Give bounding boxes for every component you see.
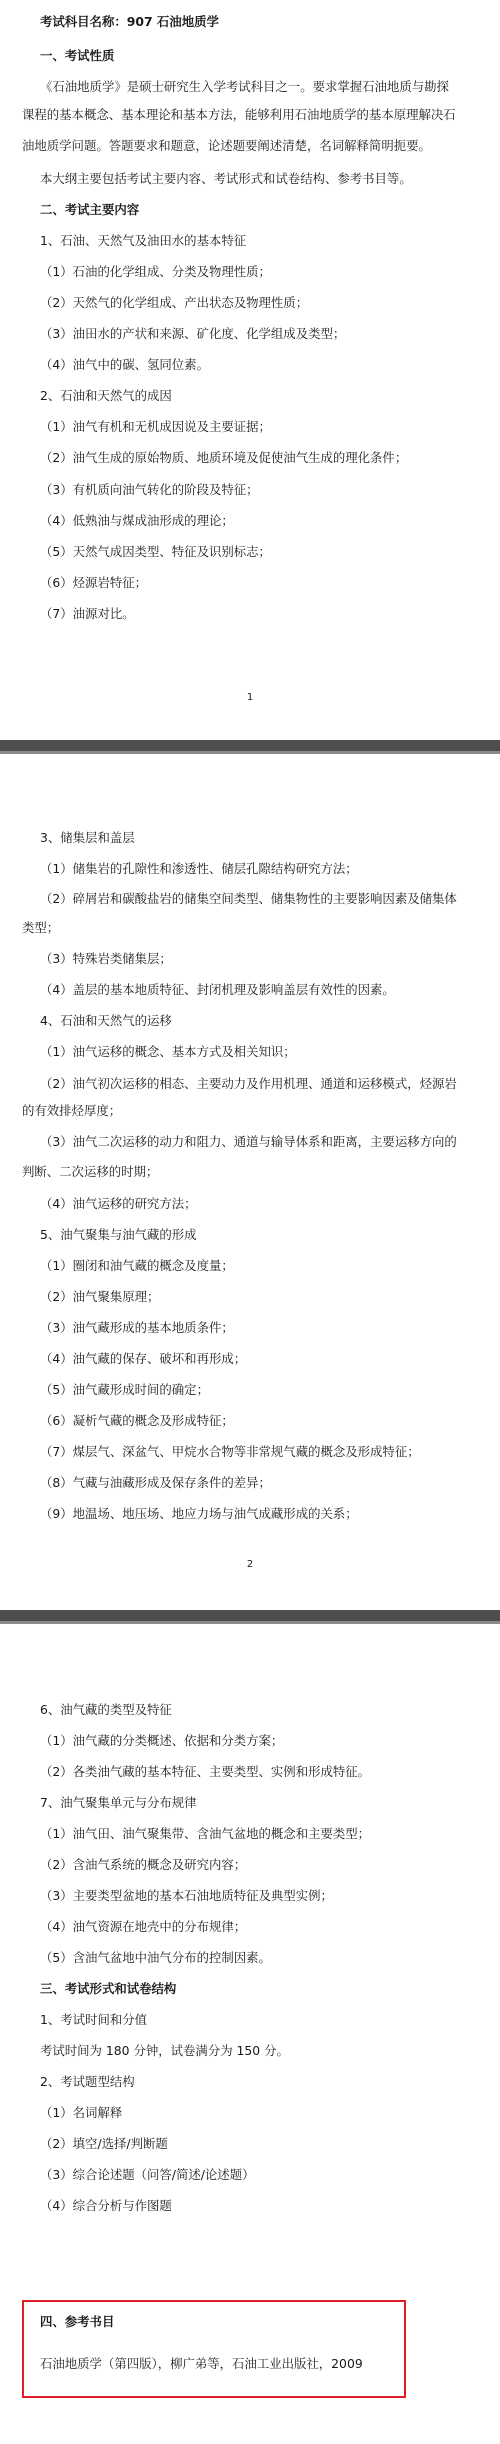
list-item: （1）油气田、油气聚集带、含油气盆地的概念和主要类型； [40, 1826, 371, 1841]
list-item: （3）油气藏形成的基本地质条件； [40, 1320, 234, 1335]
section-heading-references: 四、参考书目 [40, 2314, 115, 2329]
list-item: （2）天然气的化学组成、产出状态及物理性质； [40, 295, 309, 310]
list-item: （5）天然气成因类型、特征及识别标志； [40, 544, 271, 559]
list-item: （1）油气运移的概念、基本方式及相关知识； [40, 1044, 296, 1059]
list-item: （2）油气初次运移的相态、主要动力及作用机理、通道和运移模式，烃源岩 [40, 1076, 457, 1091]
list-item: （6）烃源岩特征； [40, 575, 148, 590]
list-item-continuation: 的有效排烃厚度； [22, 1103, 122, 1118]
subsection-heading: 2、石油和天然气的成因 [40, 388, 172, 403]
list-item: （3）有机质向油气转化的阶段及特征； [40, 482, 259, 497]
list-item: （6）凝析气藏的概念及形成特征； [40, 1413, 234, 1428]
list-item: （1）储集岩的孔隙性和渗透性、储层孔隙结构研究方法； [40, 861, 358, 876]
list-item: （7）油源对比。 [40, 606, 135, 621]
subsection-heading: 7、油气聚集单元与分布规律 [40, 1795, 197, 1810]
list-item: （5）含油气盆地中油气分布的控制因素。 [40, 1950, 271, 1965]
list-item: （2）各类油气藏的基本特征、主要类型、实例和形成特征。 [40, 1764, 371, 1779]
list-item: （5）油气藏形成时间的确定； [40, 1382, 209, 1397]
list-item: （3）油田水的产状和来源、矿化度、化学组成及类型； [40, 326, 346, 341]
highlight-box [22, 2300, 406, 2398]
subsection-heading: 2、考试题型结构 [40, 2074, 135, 2089]
subsection-heading: 6、油气藏的类型及特征 [40, 1702, 172, 1717]
list-item: （4）综合分析与作图题 [40, 2198, 172, 2213]
paragraph-line: 考试时间为 180 分钟，试卷满分为 150 分。 [40, 2043, 289, 2058]
list-item: （2）含油气系统的概念及研究内容； [40, 1857, 247, 1872]
list-item: （1）石油的化学组成、分类及物理性质； [40, 264, 271, 279]
list-item: （3）特殊岩类储集层； [40, 951, 172, 966]
list-item: （4）油气运移的研究方法； [40, 1196, 197, 1211]
subsection-heading: 4、石油和天然气的运移 [40, 1013, 172, 1028]
list-item: （4）油气资源在地壳中的分布规律； [40, 1919, 247, 1934]
list-item: （1）圈闭和油气藏的概念及度量； [40, 1258, 234, 1273]
list-item: （2）填空/选择/判断题 [40, 2136, 168, 2151]
paragraph-line: 《石油地质学》是硕士研究生入学考试科目之一。要求掌握石油地质与勘探 [40, 79, 449, 94]
page-separator [0, 1610, 500, 1624]
paragraph-line: 油地质学问题。答题要求和题意，论述题要阐述清楚，名词解释简明扼要。 [22, 138, 431, 153]
list-item: （2）油气生成的原始物质、地质环境及促使油气生成的理化条件； [40, 450, 408, 465]
list-item: （4）油气中的碳、氢同位素。 [40, 357, 209, 372]
page-number: 1 [246, 692, 254, 703]
page-separator [0, 740, 500, 754]
list-item: （3）主要类型盆地的基本石油地质特征及典型实例； [40, 1888, 333, 1903]
list-item-continuation: 判断、二次运移的时期； [22, 1164, 159, 1179]
list-item: （3）综合论述题（问答/简述/论述题） [40, 2167, 255, 2182]
section-heading-main-content: 二、考试主要内容 [40, 202, 140, 217]
list-item: （8）气藏与油藏形成及保存条件的差异； [40, 1475, 271, 1490]
list-item: （3）油气二次运移的动力和阻力、通道与输导体系和距离，主要运移方向的 [40, 1134, 457, 1149]
list-item: （4）油气藏的保存、破坏和再形成； [40, 1351, 247, 1366]
list-item: （2）碎屑岩和碳酸盐岩的储集空间类型、储集物性的主要影响因素及储集体 [40, 891, 457, 906]
paragraph-line: 课程的基本概念、基本理论和基本方法，能够利用石油地质学的基本原理解决石 [22, 107, 456, 122]
section-heading-exam-format: 三、考试形式和试卷结构 [40, 1981, 177, 1996]
subsection-heading: 1、考试时间和分值 [40, 2012, 148, 2027]
list-item: （4）低熟油与煤成油形成的理论； [40, 513, 234, 528]
paragraph-line: 本大纲主要包括考试主要内容、考试形式和试卷结构、参考书目等。 [40, 171, 412, 186]
list-item: （1）油气藏的分类概述、依据和分类方案； [40, 1733, 284, 1748]
subsection-heading: 1、石油、天然气及油田水的基本特征 [40, 233, 247, 248]
exam-subject-title: 考试科目名称：907 石油地质学 [40, 14, 219, 29]
section-heading-exam-nature: 一、考试性质 [40, 48, 115, 63]
page-number: 2 [246, 1559, 254, 1570]
page-2 [0, 754, 500, 1610]
page-1 [0, 0, 500, 740]
list-item: （1）名词解释 [40, 2105, 123, 2120]
subsection-heading: 3、储集层和盖层 [40, 830, 135, 845]
list-item: （7）煤层气、深盆气、甲烷水合物等非常规气藏的概念及形成特征； [40, 1444, 420, 1459]
list-item: （1）油气有机和无机成因说及主要证据； [40, 419, 271, 434]
list-item: （9）地温场、地压场、地应力场与油气成藏形成的关系； [40, 1506, 358, 1521]
list-item-continuation: 类型； [22, 920, 60, 935]
reference-entry: 石油地质学（第四版），柳广弟等，石油工业出版社，2009 [40, 2356, 363, 2371]
list-item: （4）盖层的基本地质特征、封闭机理及影响盖层有效性的因素。 [40, 982, 395, 997]
subsection-heading: 5、油气聚集与油气藏的形成 [40, 1227, 197, 1242]
list-item: （2）油气聚集原理； [40, 1289, 160, 1304]
